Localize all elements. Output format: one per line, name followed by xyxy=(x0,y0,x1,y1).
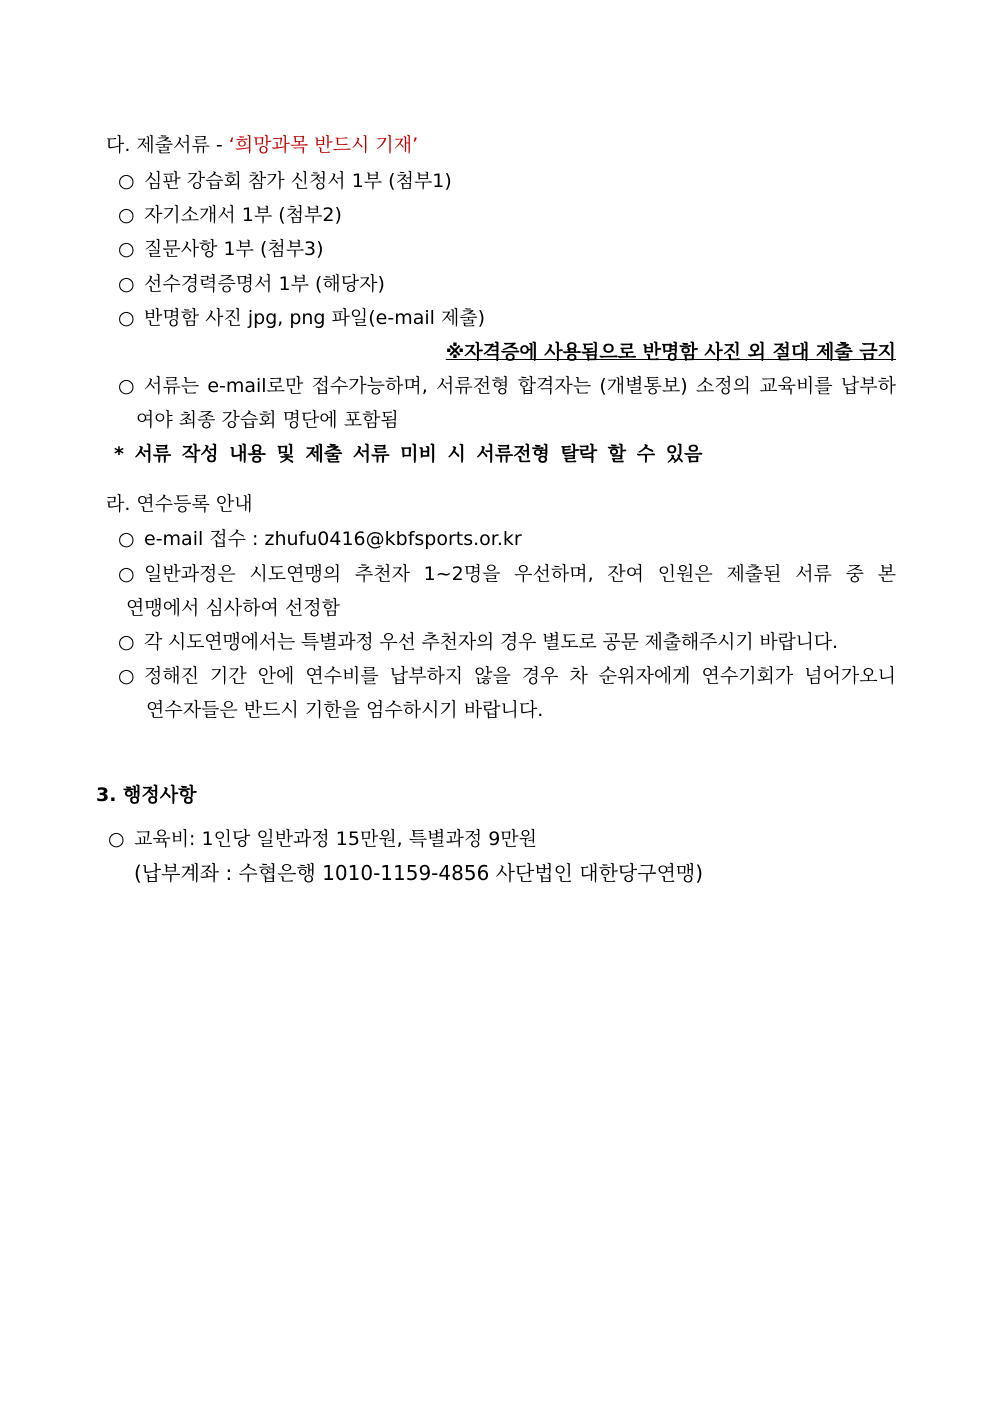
bullet-icon: ○ xyxy=(118,238,135,260)
deadline-continued: 연수자들은 반드시 기한을 엄수하시기 바랍니다. xyxy=(146,699,544,721)
list-item-special xyxy=(118,630,838,654)
payment-account: (납부계좌 : 수협은행 1010-1159-4856 사단법인 대한당구연맹) xyxy=(134,861,704,885)
section-3-heading: 3. 행정사항 xyxy=(96,784,197,806)
bullet-icon: ○ xyxy=(118,307,135,329)
bullet-icon: ○ xyxy=(108,828,125,850)
special-text: 각 시도연맹에서는 특별과정 우선 추천자의 경우 별도로 공문 제출해주시기 바랍니다. xyxy=(144,631,838,653)
item-text: 질문사항 1부 (첨부3) xyxy=(144,238,324,260)
bullet-icon: ○ xyxy=(118,631,135,653)
caution-note: * 서류 작성 내용 및 제출 서류 미비 시 서류전형 탈락 할 수 있음 xyxy=(114,443,703,465)
item-text: 심판 강습회 참가 신청서 1부 (첨부1) xyxy=(144,170,452,192)
bullet-icon: ○ xyxy=(118,528,135,550)
list-item xyxy=(118,272,385,296)
bullet-icon: ○ xyxy=(118,563,135,585)
section-da-heading xyxy=(106,133,418,157)
submission-note-continued: 여야 최종 강습회 명단에 포함됨 xyxy=(136,409,399,431)
deadline-text: 정해진 기간 안에 연수비를 납부하지 않을 경우 차 순위자에게 연수기회가 넘어가오니 xyxy=(144,665,896,687)
photo-warning: ※자격증에 사용됨으로 반명함 사진 외 절대 제출 금지 xyxy=(445,341,896,363)
list-item xyxy=(118,237,324,261)
heading-label: 다. 제출서류 - xyxy=(106,134,229,156)
list-item xyxy=(118,203,342,227)
bullet-icon: ○ xyxy=(118,665,135,687)
general-continued: 연맹에서 심사하여 선정함 xyxy=(126,597,340,619)
list-item xyxy=(118,169,452,193)
item-text: 자기소개서 1부 (첨부2) xyxy=(144,204,342,226)
email-text: e-mail 접수 : zhufu0416@kbfsports.or.kr xyxy=(144,528,522,550)
bullet-icon: ○ xyxy=(118,375,135,397)
note-text: 서류는 e-mail로만 접수가능하며, 서류전형 합격자는 (개별통보) 소정의 교육비를 납부하 xyxy=(144,375,896,397)
bullet-icon: ○ xyxy=(118,170,135,192)
fee-text: 교육비: 1인당 일반과정 15만원, 특별과정 9만원 xyxy=(134,828,538,850)
heading-highlight: ‘희망과목 반드시 기재’ xyxy=(228,134,419,156)
list-item-fee xyxy=(108,827,537,851)
section-ra-heading: 라. 연수등록 안내 xyxy=(106,493,253,515)
list-item-general xyxy=(118,562,896,586)
bullet-icon: ○ xyxy=(118,273,135,295)
item-text: 반명함 사진 jpg, png 파일(e-mail 제출) xyxy=(144,307,486,329)
list-item-email xyxy=(118,527,522,551)
submission-note xyxy=(118,374,896,398)
list-item-deadline xyxy=(118,664,896,688)
bullet-icon: ○ xyxy=(118,204,135,226)
item-text: 선수경력증명서 1부 (해당자) xyxy=(144,273,385,295)
general-text: 일반과정은 시도연맹의 추천자 1~2명을 우선하며, 잔여 인원은 제출된 서류 중 본 xyxy=(144,563,896,585)
list-item xyxy=(118,306,485,330)
